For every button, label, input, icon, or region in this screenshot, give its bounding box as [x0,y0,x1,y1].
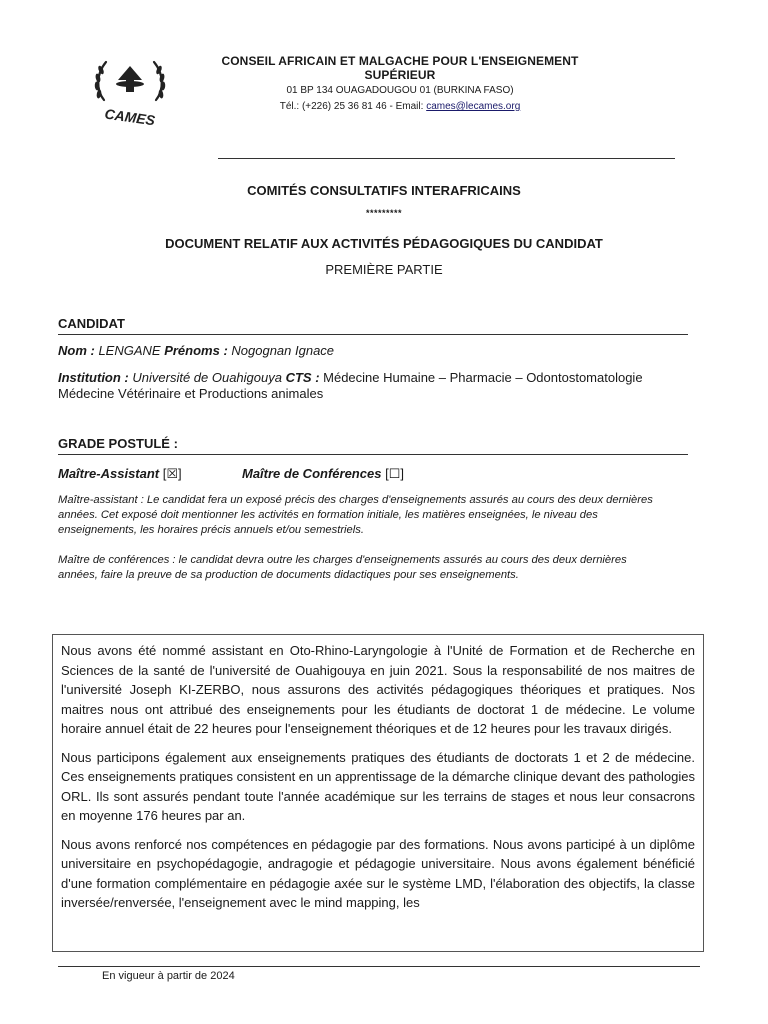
footer-divider [58,966,700,967]
header-divider [218,158,675,159]
prenoms-value: Nogognan Ignace [227,343,335,358]
section-divider-candidat [58,334,688,335]
option-maitre-conferences-label: Maître de Conférences [242,466,382,481]
prenoms-label: Prénoms : [164,343,228,358]
activities-paragraph-2: Nous participons également aux enseignements pratiques des étudiants de doctorats 1 et 2 de médecine. Ces enseignements pratiques consistent en un apprentissage de la démarche clinique devant des pathologies ORL. Ils sont assurés pendant toute l'année académique sur les terrains de stages et nous leur consacrons en moyenne 176 heures par an. [61,749,695,823]
section-divider-grade [58,454,688,455]
nom-label: Nom : [58,343,95,358]
footer-text: En vigueur à partir de 2024 [102,970,235,982]
organization-address: 01 BP 134 OUAGADOUGOU 01 (BURKINA FASO) [286,85,514,96]
grade-option-maitre-assistant [58,466,182,482]
checkbox-maitre-assistant[interactable]: [☒] [162,466,182,481]
document-title: DOCUMENT RELATIF AUX ACTIVITÉS PÉDAGOGIQUES DU CANDIDAT [165,236,603,251]
email-link[interactable]: cames@lecames.org [426,101,521,112]
organization-name: CONSEIL AFRICAIN ET MALGACHE POUR L'ENSEIGNEMENT SUPÉRIEUR [221,54,579,82]
note-maitre-conferences: Maître de conférences : le candidat devra outre les charges d'enseignements assurés au cours des deux dernières années, faire la preuve de sa production de documents didactiques pour ses enseignements. [58,554,627,581]
cts-label: CTS : [285,370,320,385]
nom-value: LENGANE [94,343,165,358]
candidate-name-line [58,343,334,358]
option-maitre-assistant-label: Maître-Assistant [58,466,160,481]
cames-logo [84,40,176,132]
contact-phone: Tél.: (+226) 25 36 81 46 - Email: [279,101,427,112]
activities-text-box [52,634,704,952]
section-heading-grade: GRADE POSTULÉ : [58,436,178,451]
activities-paragraph-3: Nous avons renforcé nos compétences en pédagogie par des formations. Nous avons participé à un diplôme universitaire en psychopédagogie, andragogie et pédagogie universitaire. Nous avons également bénéficié d'une formation complémentaire en pédagogie axée sur le système LMD, l'élaboration des objectifs, la classe inversée/renversée, l'enseignement avec le mind mapping, les [61,836,695,910]
section-heading-candidat: CANDIDAT [58,316,125,331]
candidate-institution-line [58,370,643,385]
institution-label: Institution : [58,370,129,385]
note-maitre-assistant: Maître-assistant : Le candidat fera un exposé précis des charges d'enseignements assurés au cours des deux dernières années. Cet exposé doit mentionner les activités en formation initiale, les matières enseignées, le niveau des enseignements, les horaires précis annuels et/ou semestriels. [58,494,653,536]
checkbox-maitre-conferences[interactable]: [☐] [385,466,404,481]
organization-contact [190,101,610,112]
svg-text:CAMES: CAMES [103,105,157,129]
stars-separator: ********* [365,208,403,218]
grade-option-maitre-conferences [242,466,404,482]
organization-header [190,54,610,112]
activities-paragraph-1: Nous avons été nommé assistant en Oto-Rhino-Laryngologie à l'Unité de Formation et de Recherche en Sciences de la santé de l'université de Ouahigouya en juin 2021. Sous la responsabilité de nos maitres de l'université Joseph KI-ZERBO, nous assurons des activités pédagogiques théoriques et pratiques. Nos maitres nous ont attribué des enseignements pour les étudiants de doctorat 1 de médecine. Le volume horaire annuel était de 22 heures pour l'enseignement théoriques et de 12 heures pour les travaux dirigés. [61,643,695,736]
institution-value: Université de Ouahigouya [128,370,286,385]
part-title: PREMIÈRE PARTIE [325,262,443,277]
committee-title: COMITÉS CONSULTATIFS INTERAFRICAINS [247,183,521,198]
cts-value-continued: Médecine Vétérinaire et Productions animales [58,386,324,401]
cts-value: Médecine Humaine – Pharmacie – Odontostomatologie [319,370,643,385]
